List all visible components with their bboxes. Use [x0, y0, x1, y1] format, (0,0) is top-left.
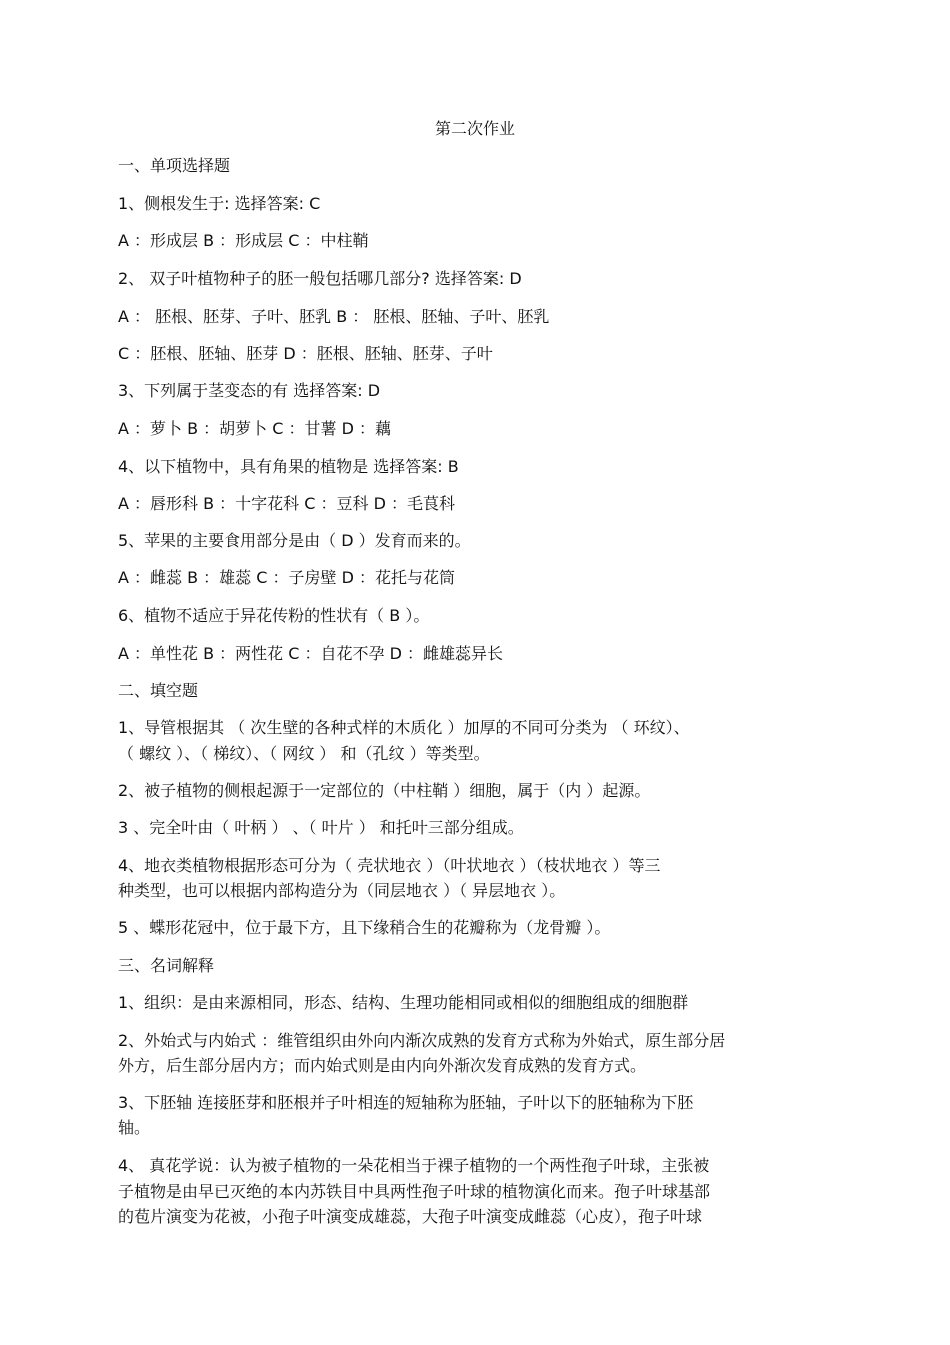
option-line: A ：单性花 B ：两性花 C ：自花不孕 D ：雌雄蕊异长: [118, 644, 504, 663]
option-line: A ：形成层 B ：形成层 C ：中柱鞘: [118, 231, 369, 250]
section-heading-2: 二、填空题: [118, 681, 199, 700]
fill-blank-line: 5 、蝶形花冠中，位于最下方，且下缘稍合生的花瓣称为（龙骨瓣 ）。: [118, 918, 611, 937]
question-line: 4、以下植物中，具有角果的植物是 选择答案: B: [118, 457, 459, 476]
option-line: A ： 胚根、胚芽、子叶、胚乳 B ： 胚根、胚轴、子叶、胚乳: [118, 307, 550, 326]
definition-line: 2、外始式与内始式 ：维管组织由外向内渐次成熟的发育方式称为外始式，原生部分居: [118, 1031, 726, 1050]
option-line: A ：萝卜 B ：胡萝卜 C ：甘薯 D ：藕: [118, 419, 392, 438]
definition-line: 3、下胚轴 连接胚芽和胚根并子叶相连的短轴称为胚轴，子叶以下的胚轴称为下胚: [118, 1093, 694, 1112]
definition-line: 的苞片演变为花被，小孢子叶演变成雄蕊，大孢子叶演变成雌蕊（心皮），孢子叶球: [118, 1207, 703, 1226]
question-line: 2、 双子叶植物种子的胚一般包括哪几部分? 选择答案: D: [118, 269, 522, 288]
fill-blank-line: 3 、完全叶由（ 叶柄 ） 、（ 叶片 ） 和托叶三部分组成。: [118, 818, 524, 837]
fill-blank-line: 1、导管根据其 （ 次生壁的各种式样的木质化 ）加厚的不同可分类为 （ 环纹）、: [118, 718, 690, 737]
definition-line: 1、组织：是由来源相同，形态、结构、生理功能相同或相似的细胞组成的细胞群: [118, 993, 689, 1012]
definition-line: 外方，后生部分居内方；而内始式则是由内向外渐次发育成熟的发育方式。: [118, 1056, 647, 1075]
fill-blank-line: 种类型，也可以根据内部构造分为（同层地衣 ）（ 异层地衣 ）。: [118, 881, 566, 900]
fill-blank-line: （ 螺纹 ）、（ 梯纹）、（ 网纹 ） 和（孔纹 ）等类型。: [118, 744, 490, 763]
page-title: 第二次作业: [434, 119, 515, 138]
question-line: 1、侧根发生于: 选择答案: C: [118, 194, 321, 213]
fill-blank-line: 2、被子植物的侧根起源于一定部位的（中柱鞘 ）细胞，属于（内 ）起源。: [118, 781, 651, 800]
fill-blank-line: 4、地衣类植物根据形态可分为（ 壳状地衣 ）（叶状地衣 ）（枝状地衣 ）等三: [118, 856, 661, 875]
option-line: A ：唇形科 B ：十字花科 C ：豆科 D ：毛茛科: [118, 494, 456, 513]
question-line: 3、下列属于茎变态的有 选择答案: D: [118, 381, 381, 400]
section-heading-3: 三、名词解释: [118, 956, 215, 975]
option-line: A ：雌蕊 B ：雄蕊 C ：子房壁 D ：花托与花筒: [118, 568, 456, 587]
section-heading-1: 一、单项选择题: [118, 156, 231, 175]
definition-line: 子植物是由早已灭绝的本内苏铁目中具两性孢子叶球的植物演化而来。孢子叶球基部: [118, 1182, 711, 1201]
definition-line: 轴。: [118, 1118, 151, 1137]
question-line: 5、苹果的主要食用部分是由（ D ）发育而来的。: [118, 531, 471, 550]
definition-line: 4、 真花学说：认为被子植物的一朵花相当于裸子植物的一个两性孢子叶球，主张被: [118, 1156, 710, 1175]
question-line: 6、植物不适应于异花传粉的性状有（ B ）。: [118, 606, 430, 625]
option-line: C ：胚根、胚轴、胚芽 D ：胚根、胚轴、胚芽、子叶: [118, 344, 493, 363]
